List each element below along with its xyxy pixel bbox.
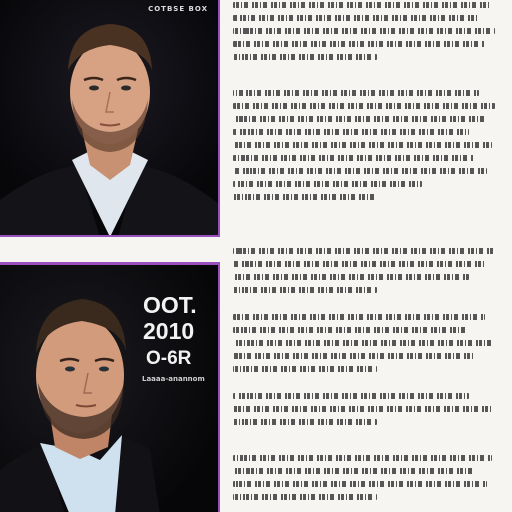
text-line — [233, 41, 485, 47]
text-line — [233, 340, 492, 346]
article-paragraph — [233, 314, 495, 379]
text-line — [233, 90, 479, 96]
text-line — [233, 129, 469, 135]
text-line — [233, 194, 377, 200]
cover-title-line-1: OOT. — [143, 292, 197, 318]
text-line — [233, 54, 377, 60]
text-line — [233, 393, 469, 399]
cover-code: O-6R — [146, 348, 192, 369]
text-line — [233, 314, 485, 320]
text-line — [233, 261, 485, 267]
text-line — [233, 406, 492, 412]
cover-title-line-2: 2010 — [143, 318, 195, 344]
text-line — [233, 155, 474, 161]
cover-title — [143, 292, 197, 344]
text-line — [233, 468, 474, 474]
article-paragraph — [233, 2, 495, 67]
article-paragraph — [233, 393, 495, 432]
text-line — [233, 287, 377, 293]
text-line — [233, 353, 474, 359]
text-line — [233, 142, 492, 148]
text-line — [233, 116, 485, 122]
article-paragraph — [233, 90, 495, 207]
text-line — [233, 494, 377, 500]
text-line — [233, 168, 487, 174]
article-paragraph — [233, 248, 495, 300]
text-line — [233, 366, 377, 372]
text-line — [233, 2, 490, 8]
text-line — [233, 455, 492, 461]
text-line — [233, 481, 487, 487]
cover-caption: Laaaa-anannom — [142, 375, 205, 383]
text-line — [233, 28, 495, 34]
text-line — [233, 15, 479, 21]
masthead: COTBSE BOX — [148, 5, 208, 13]
text-line — [233, 274, 469, 280]
text-line — [233, 103, 495, 109]
text-line — [233, 248, 495, 254]
portrait-illustration-top — [0, 0, 220, 237]
text-line — [233, 327, 469, 333]
portrait-panel-top — [0, 0, 220, 237]
article-paragraph — [233, 455, 495, 507]
text-line — [233, 181, 422, 187]
text-line — [233, 419, 377, 425]
